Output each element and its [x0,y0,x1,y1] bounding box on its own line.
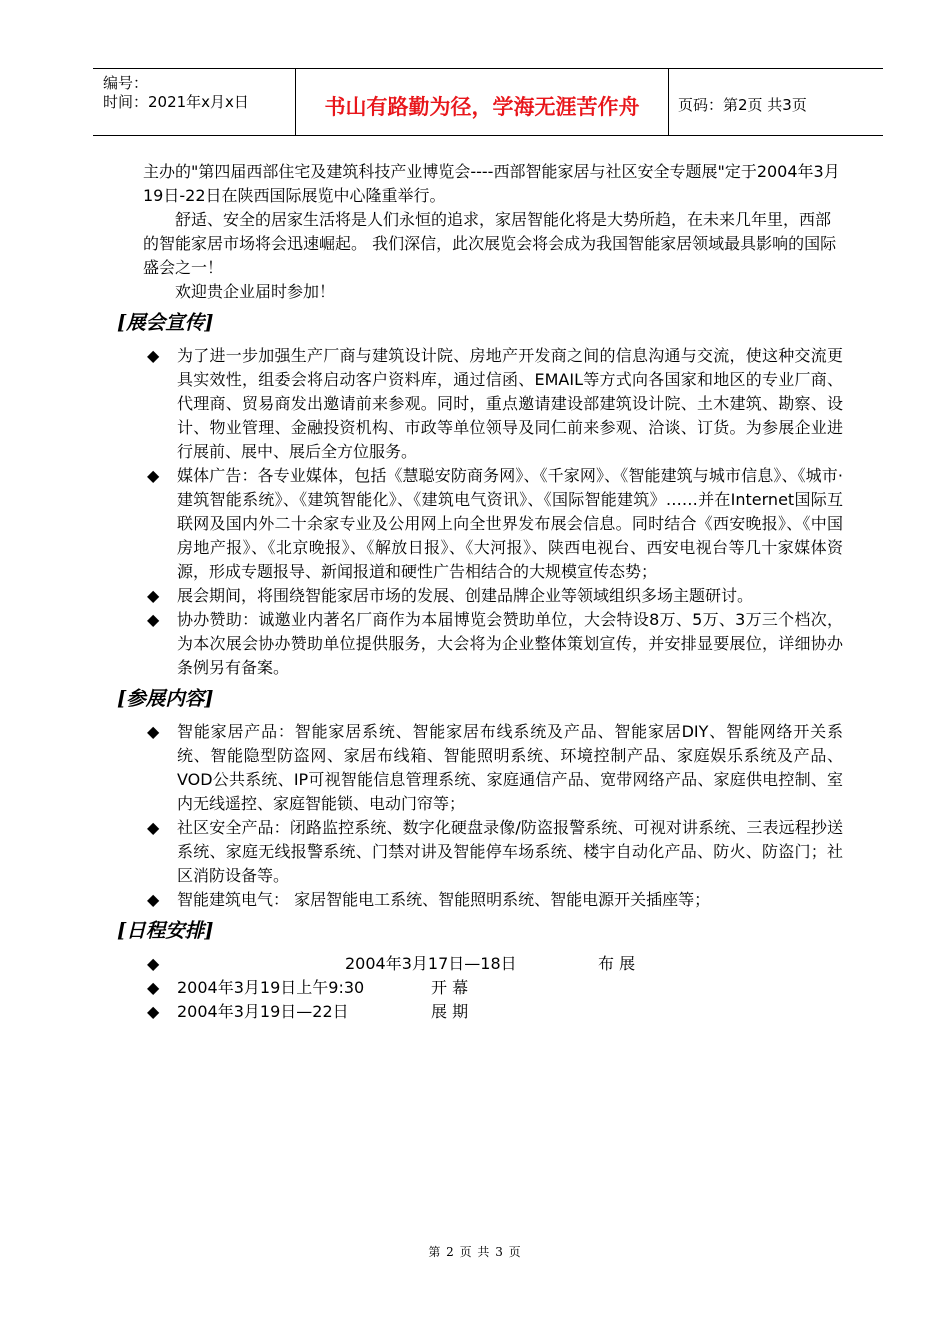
section-title-exhibits: [参展内容] [117,687,214,710]
page-label: 页码：第2页 共3页 [678,96,807,114]
list-item: ◆ 智能建筑电气： 家居智能电工系统、智能照明系统、智能电源开关插座等； [143,888,843,912]
intro-paragraph-2: 舒适、安全的居家生活将是人们永恒的追求，家居智能化将是大势所趋，在未来几年里，西部的智能家居市场将会迅速崛起。 我们深信，此次展览会将会成为我国智能家居领域最具影响的国际盛会之一！ [143,210,837,277]
list-item: ◆ 为了进一步加强生产厂商与建筑设计院、房地产开发商之间的信息沟通与交流，使这种交流更具实效性，组委会将启动客户资料库，通过信函、EMAIL等方式向各国家和地区的专业厂商、代理商、贸易商发出邀请前来参观。同时，重点邀请建设部建筑设计院、土木建筑、勘察、设计、物业管理、金融投资机构、市政等单位领导及同仁前来参观、洽谈、订货。为参展企业进行展前、展中、展后全方位服务。 [147,346,843,461]
intro-paragraph-1: 主办的"第四届西部住宅及建筑科技产业博览会----西部智能家居与社区安全专题展"定于2004年3月19日-22日在陕西国际展览中心隆重举行。 [143,162,840,205]
header-table [93,68,883,136]
diamond-bullet-icon: ◆ [147,586,160,605]
list-item: ◆ 协办赞助：诚邀业内著名厂商作为本届博览会赞助单位，大会特设8万、5万、3万三个档次，为本次展会协办赞助单位提供服务，大会将为企业整体策划宣传，并安排显要展位，详细协办条例另有备案。 [147,610,843,677]
diamond-bullet-icon: ◆ [147,1002,160,1021]
schedule-row [143,976,843,1000]
schedule-event: 展 期 [431,1002,469,1021]
exhibits-list [143,720,843,912]
code-label: 编号： [103,74,149,92]
list-item: ◆ 社区安全产品：闭路监控系统、数字化硬盘录像/防盗报警系统、可视对讲系统、三表远程抄送系统、家庭无线报警系统、门禁对讲及智能停车场系统、楼宇自动化产品、防火、防盗门；社区消防设备等。 [147,818,843,885]
header-left-cell [93,69,295,135]
diamond-bullet-icon: ◆ [147,890,160,909]
list-item: ◆ 展会期间，将围绕智能家居市场的发展、创建品牌企业等领域组织多场主题研讨。 [143,584,843,608]
schedule-list [143,952,843,1024]
schedule-row [143,952,843,976]
schedule-date: 2004年3月19日—22日 [177,1002,349,1021]
time-label: 时间：2021年x月x日 [103,93,249,111]
schedule-row [143,1000,843,1024]
diamond-bullet-icon: ◆ [147,978,160,997]
motto-text: 书山有路勤为径，学海无涯苦作舟 [324,94,640,119]
header-motto-cell [295,69,669,135]
diamond-bullet-icon: ◆ [147,610,160,629]
document-body [117,160,843,1024]
schedule-date: 2004年3月19日上午9:30 [177,978,365,997]
schedule-event: 开 幕 [431,978,469,997]
promotion-list [143,344,843,680]
list-item: ◆ 媒体广告：各专业媒体，包括《慧聪安防商务网》、《千家网》、《智能建筑与城市信息》、《城市·建筑智能系统》、《建筑智能化》、《建筑电气资讯》、《国际智能建筑》……并在Internet国际互联网及国内外二十余家专业及公用网上向全世界发布展会信息。同时结合《西安晚报》、《中国房地产报》、《北京晚报》、《解放日报》、《大河报》、陕西电视台、西安电视台等几十家媒体资源，形成专题报导、新闻报道和硬性广告相结合的大规模宣传态势； [147,466,843,581]
diamond-bullet-icon: ◆ [147,346,160,365]
intro-paragraph-3: 欢迎贵企业届时参加！ [175,282,336,301]
diamond-bullet-icon: ◆ [147,954,160,973]
list-item: ◆ 智能家居产品：智能家居系统、智能家居布线系统及产品、智能家居DIY、智能网络开关系统、智能隐型防盗网、家居布线箱、智能照明系统、环境控制产品、家庭娱乐系统及产品、VOD公共系统、IP可视智能信息管理系统、家庭通信产品、宽带网络产品、家庭供电控制、室内无线遥控、家庭智能锁、电动门帘等； [147,722,843,813]
page-footer: 第 2 页 共 3 页 [428,1245,522,1259]
schedule-event: 布 展 [598,954,636,973]
section-title-promotion: [展会宣传] [117,311,214,334]
diamond-bullet-icon: ◆ [147,722,160,741]
schedule-date: 2004年3月17日—18日 [345,954,517,973]
header-page-cell [668,69,883,135]
diamond-bullet-icon: ◆ [147,466,160,485]
diamond-bullet-icon: ◆ [147,818,160,837]
section-title-schedule: [日程安排] [117,919,214,942]
